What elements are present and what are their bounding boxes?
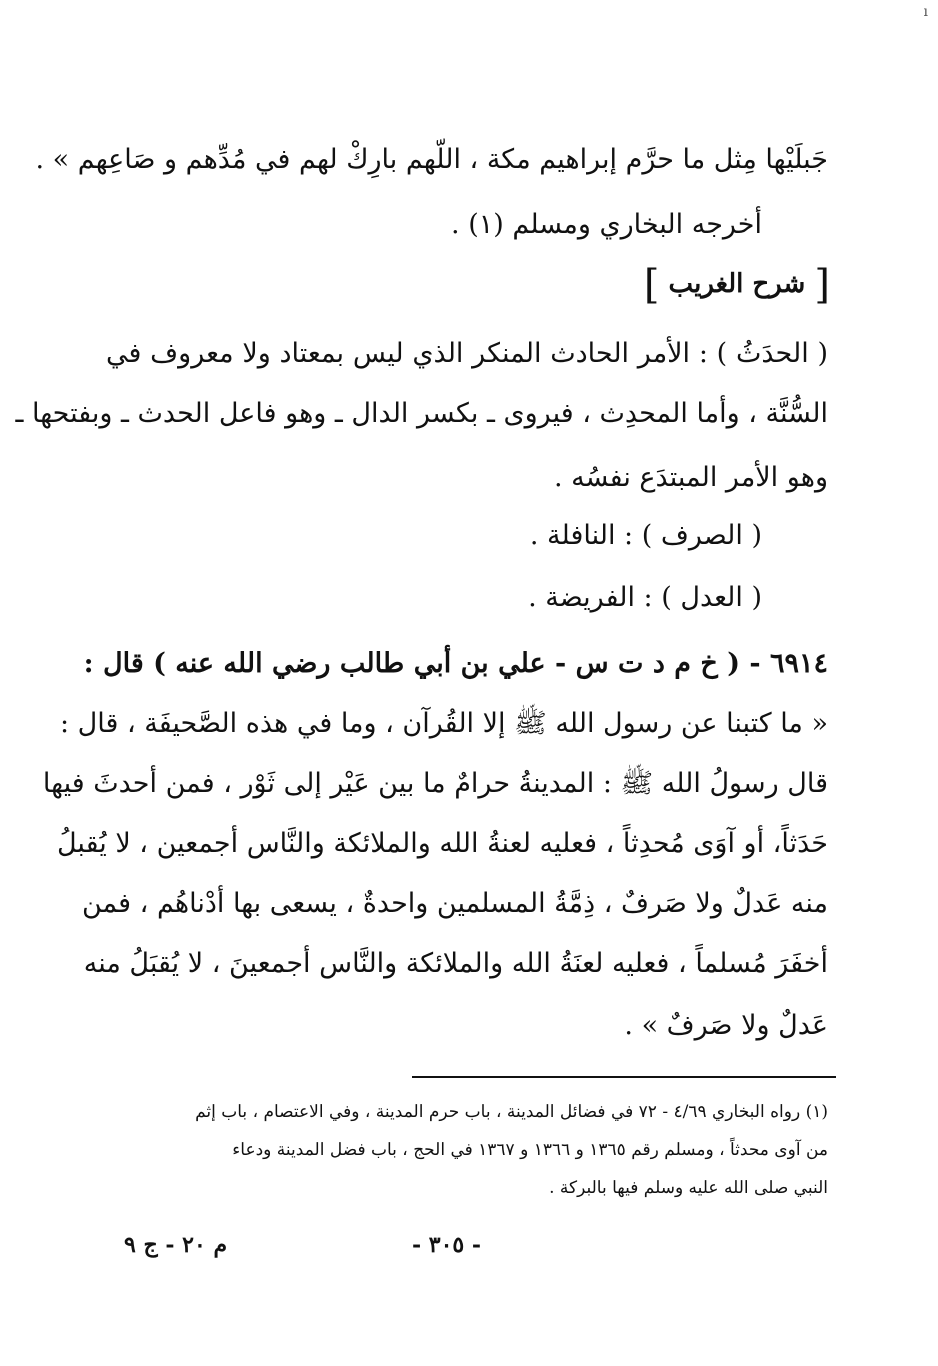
text-line-9: قال رسولُ الله ﷺ : المدينةُ حرامٌ ما بين عَيْر إلى ثَوْر ، فمن أحدثَ فيها (42, 768, 828, 799)
section-heading (644, 260, 830, 309)
text-line-11: منه عَدلٌ ولا صَرفٌ ، ذِمَّةُ المسلمين واحدةٌ ، يسعى بها أدْناهُم ، فمن (82, 888, 828, 919)
heading-bracket-open: [ (814, 262, 830, 308)
text-line-8: « ما كتبنا عن رسول الله ﷺ إلا القُرآن ، وما في هذه الصَّحيفَة ، قال : (59, 708, 828, 739)
footnote-separator (412, 1076, 836, 1078)
text-line-12: أخفَرَ مُسلماً ، فعليه لعنَةُ الله والملائكة والنَّاس أجمعينَ ، لا يُقبَلُ منه (83, 948, 828, 979)
text-line-6: ( الصرف ) : النافلة . (529, 520, 762, 551)
text-line-7: ( العدل ) : الفريضة . (528, 582, 762, 613)
footnote-line-3: النبي صلى الله عليه وسلم فيها بالبركة . (549, 1178, 828, 1198)
hadith-number-line: ٦٩١٤ - ( خ م د ت س - علي بن أبي طالب رضي الله عنه ) قال : (83, 648, 828, 679)
text-line-3: ( الحدَثُ ) : الأمر الحادث المنكر الذي ليس بمعتاد ولا معروف في (106, 338, 828, 369)
heading-bracket-close: ] (643, 262, 660, 308)
footnote-line-1: (١) رواه البخاري ٤/٦٩ - ٧٢ في فضائل المدينة ، باب حرم المدينة ، وفي الاعتصام ، باب إثم (195, 1102, 828, 1122)
heading-text: شرح الغريب (668, 269, 806, 299)
text-line-2: أخرجه البخاري ومسلم (١) . (451, 209, 762, 240)
corner-mark: ı (923, 4, 928, 20)
page-number: - ٣٠٥ - (412, 1232, 482, 1258)
text-line-5: وهو الأمر المبتدَع نفسُه . (553, 462, 828, 493)
text-line-4: السُّنَّة ، وأما المحدِث ، فيروى ـ بكسر الدال ـ وهو فاعل الحدث ـ وبفتحها ـ (15, 398, 828, 429)
text-line-1: جَبلَيْها مِثل ما حرَّم إبراهيم مكة ، اللّهم بارِكْ لهم في مُدِّهم و صَاعِهم » . (35, 144, 828, 175)
printer-signature: م ٢٠ - ج ٩ (124, 1232, 228, 1258)
footnote-line-2: من آوى محدثاً ، ومسلم رقم ١٣٦٥ و ١٣٦٦ و ١٣٦٧ في الحج ، باب فضل المدينة ودعاء (232, 1140, 828, 1160)
text-line-10: حَدَثاً، أو آوَى مُحدِثاً ، فعليه لعنةُ الله والملائكة والنَّاس أجمعين ، لا يُقبلُ (56, 828, 828, 859)
text-line-13: عَدلٌ ولا صَرفٌ » . (624, 1010, 828, 1041)
